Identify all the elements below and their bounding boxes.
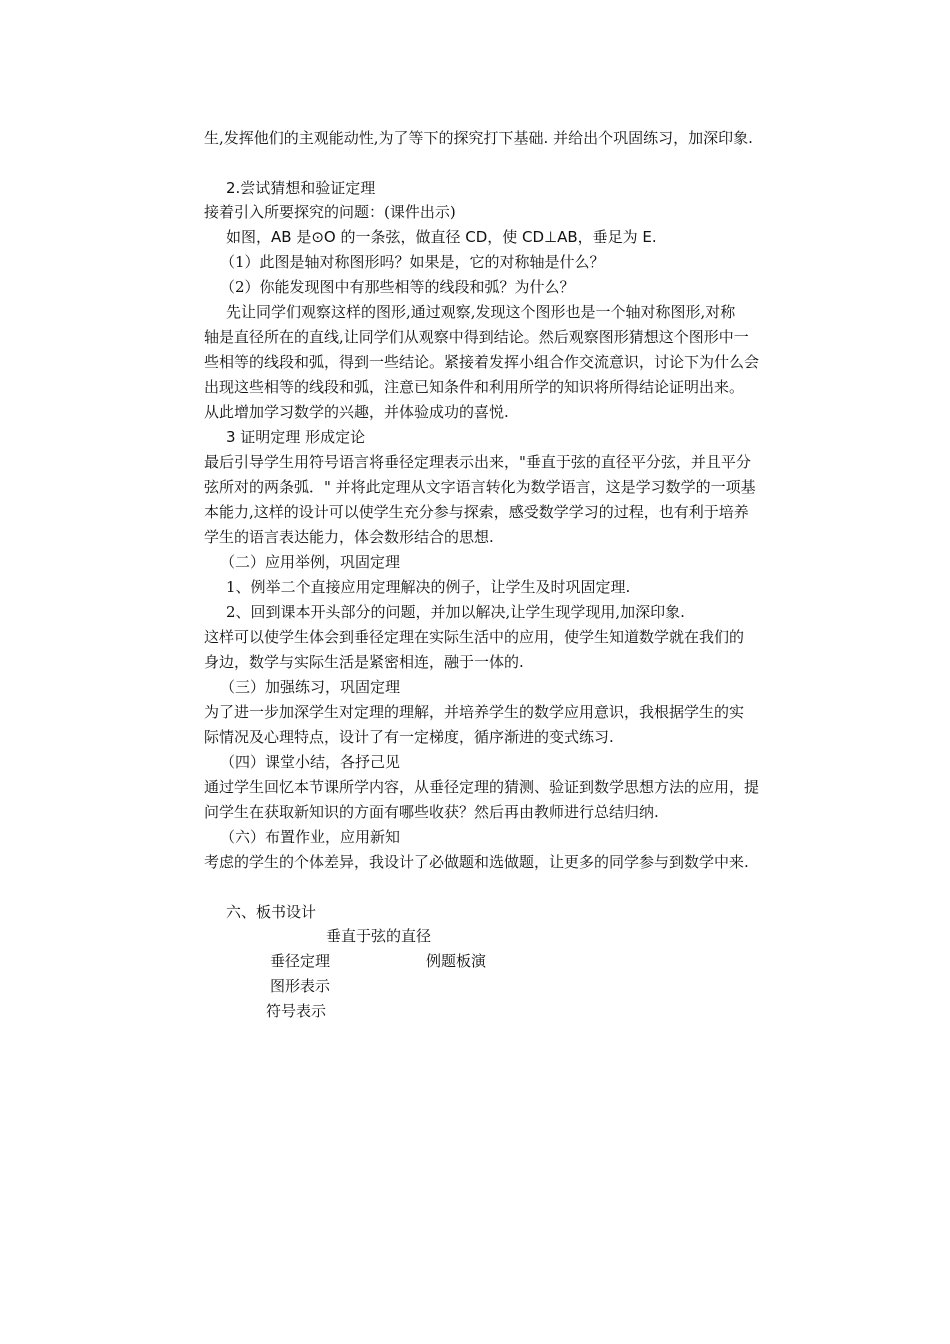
- board-item: 例题板演: [426, 952, 487, 970]
- text-line: 弦所对的两条弧．" 并将此定理从文字语言转化为数学语言，这是学习数学的一项基: [204, 478, 756, 496]
- board-title: 垂直于弦的直径: [326, 927, 432, 945]
- section-heading: （二）应用举例，巩固定理: [220, 553, 401, 571]
- text-line: 先让同学们观察这样的图形,通过观察,发现这个图形也是一个轴对称图形,对称: [226, 303, 736, 321]
- text-line: 最后引导学生用符号语言将垂径定理表示出来，"垂直于弦的直径平分弦，并且平分: [204, 453, 751, 471]
- text-line: 些相等的线段和弧，得到一些结论。紧接着发挥小组合作交流意识，讨论下为什么会: [204, 353, 760, 371]
- text-line: 身边，数学与实际生活是紧密相连，融于一体的.: [204, 653, 524, 671]
- text-line: 际情况及心理特点，设计了有一定梯度，循序渐进的变式练习.: [204, 728, 614, 746]
- board-item: 垂径定理: [270, 952, 331, 970]
- text-line: 接着引入所要探究的问题：(课件出示): [204, 203, 456, 221]
- text-line: 通过学生回忆本节课所学内容，从垂径定理的猜测、验证到数学思想方法的应用，提: [204, 778, 760, 796]
- board-item: 图形表示: [270, 977, 331, 995]
- section-heading: （三）加强练习，巩固定理: [220, 678, 401, 696]
- section-heading: 2.尝试猜想和验证定理: [226, 179, 376, 197]
- board-design-heading: 六、板书设计: [226, 903, 317, 921]
- text-line: 考虑的学生的个体差异，我设计了必做题和选做题，让更多的同学参与到数学中来.: [204, 853, 749, 871]
- text-line: 问学生在获取新知识的方面有哪些收获？然后再由教师进行总结归纳.: [204, 803, 659, 821]
- text-line: 为了进一步加深学生对定理的理解，并培养学生的数学应用意识，我根据学生的实: [204, 703, 745, 721]
- text-line: （2）你能发现图中有那些相等的线段和弧？为什么？: [220, 278, 575, 296]
- board-item: 符号表示: [266, 1002, 327, 1020]
- text-line: 学生的语言表达能力，体会数形结合的思想.: [204, 528, 494, 546]
- text-line: 1、例举二个直接应用定理解决的例子，让学生及时巩固定理.: [226, 578, 631, 596]
- text-line: （1）此图是轴对称图形吗？如果是，它的对称轴是什么？: [220, 253, 605, 271]
- text-line: 出现这些相等的线段和弧，注意已知条件和利用所学的知识将所得结论证明出来。: [204, 378, 745, 396]
- text-line: 这样可以使学生体会到垂径定理在实际生活中的应用，使学生知道数学就在我们的: [204, 628, 745, 646]
- text-line: 如图，AB 是⊙O 的一条弦，做直径 CD，使 CD⊥AB，垂足为 E.: [226, 228, 657, 246]
- section-heading: （六）布置作业，应用新知: [220, 828, 401, 846]
- text-line: 生,发挥他们的主观能动性,为了等下的探究打下基础. 并给出个巩固练习，加深印象.: [204, 129, 753, 147]
- text-line: 从此增加学习数学的兴趣，并体验成功的喜悦.: [204, 403, 509, 421]
- text-line: 本能力,这样的设计可以使学生充分参与探索，感受数学学习的过程，也有利于培养: [204, 503, 749, 521]
- section-heading: 3 证明定理 形成定论: [226, 428, 366, 446]
- text-line: 2、回到课本开头部分的问题，并加以解决,让学生现学现用,加深印象.: [226, 603, 685, 621]
- text-line: 轴是直径所在的直线,让同学们从观察中得到结论。然后观察图形猜想这个图形中一: [204, 328, 749, 346]
- section-heading: （四）课堂小结，各抒己见: [220, 753, 401, 771]
